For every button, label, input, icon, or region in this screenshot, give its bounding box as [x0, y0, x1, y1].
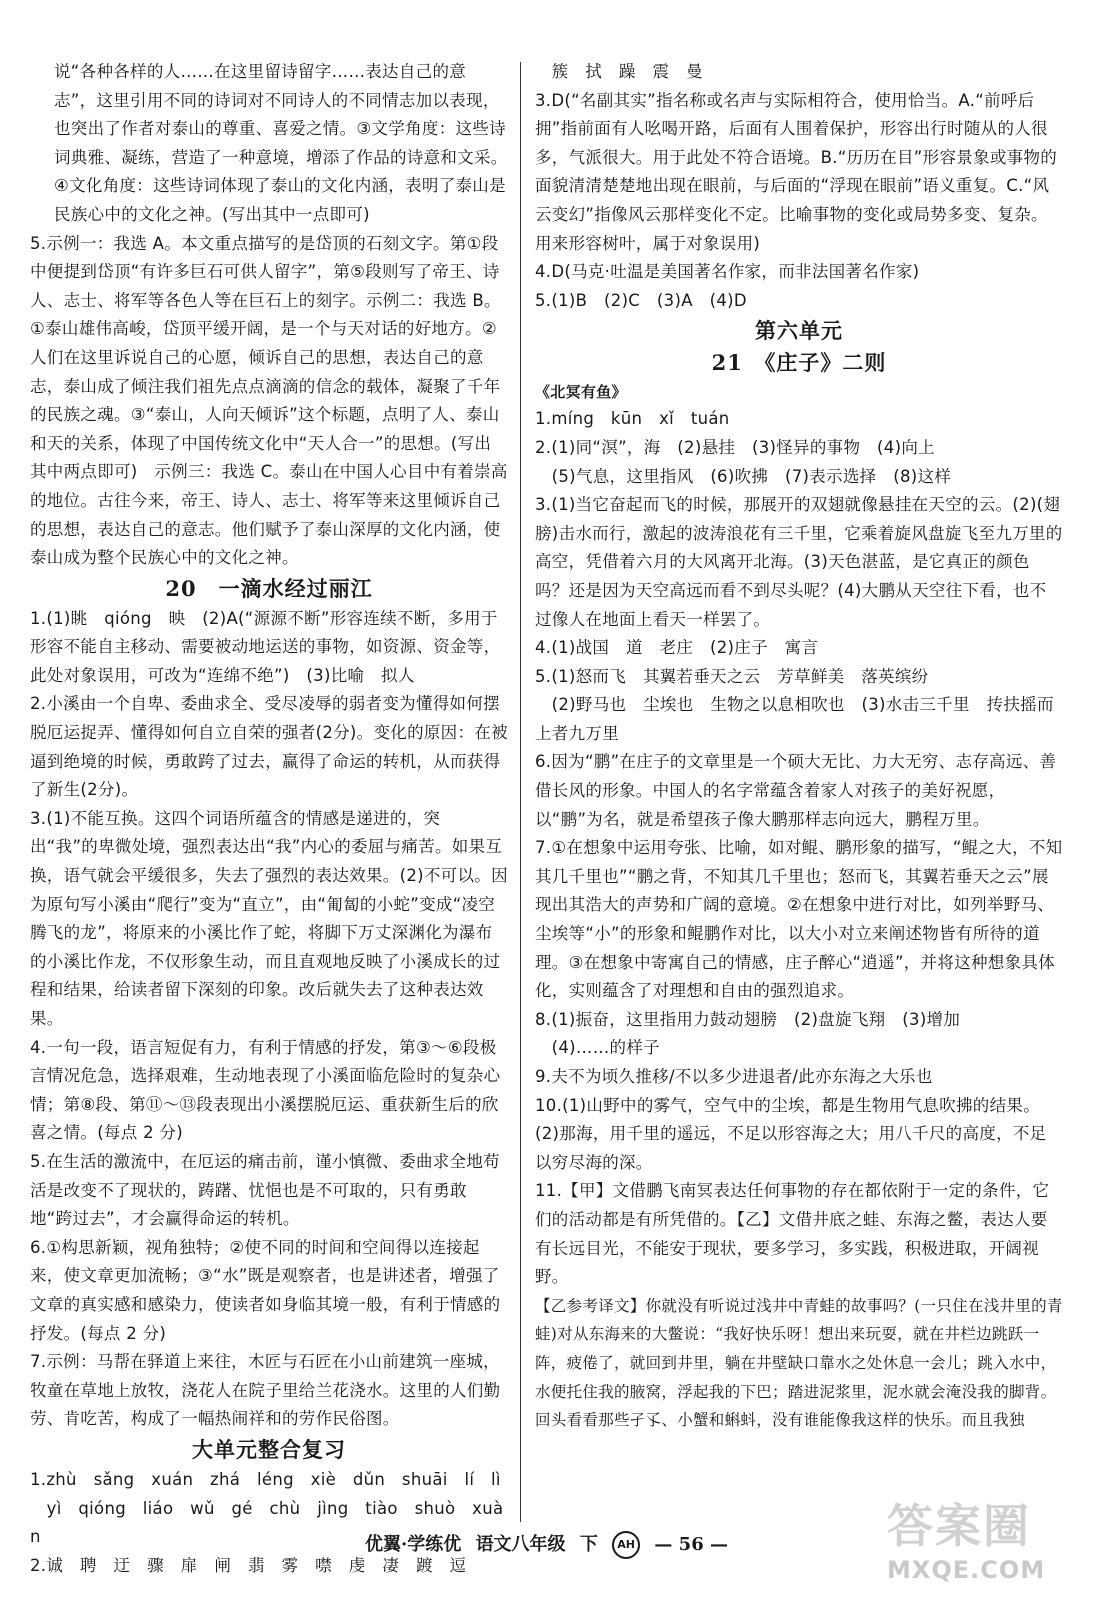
region-badge: AH — [612, 1531, 640, 1559]
answer-item: 6.①构思新颖，视角独特；②使不同的时间和空间得以连接起来，使文章更加流畅；③“水”既是观察者，也是讲述者，增强了文章的真实感和感染力，使读者如身临其境一般，有利于情感的抒发。(每点 2 分) — [30, 1237, 501, 1343]
footer-brand: 优翼·学练优 — [365, 1534, 462, 1555]
footer-subject: 语文八年级 — [475, 1534, 566, 1555]
answer-item: 5.在生活的激流中，在厄运的痛击前，谨小慎微、委曲求全地苟活是改变不了现状的，踌躇、忧悒也是不可取的，只有勇敢地“跨过去”，才会赢得命运的转机。 — [30, 1151, 500, 1229]
answer-item: 7.示例：马帮在驿道上来往，木匠与石匠在小山前建筑一座城，牧童在草地上放牧，浇花人在院子里给兰花浇水。这里的人们勤劳、肯吃苦，构成了一幅热闹祥和的劳作民俗图。 — [30, 1352, 501, 1429]
answer-item: 5.(1)B (2)C (3)A (4)D — [535, 290, 747, 310]
answer-item: 3.(1)当它奋起而飞的时候，那展开的双翅就像悬挂在天空的云。(2)(翅膀)击水而行，激起的波涛浪花有三千里，它乘着旋风盘旋飞至九万里的高空，凭借着六月的大风离开北海。(3)天色湛蓝，是它真正的颜色吗？还是因为天空高远而看不到尽头呢？(4)大鹏从天空往下看，也不过像人在地面上看天一样罢了。 — [535, 495, 1063, 629]
answer-item: 3.D(“名副其实”指名称或名声与实际相符合，使用恰当。A.“前呼后拥”指前面有人吆喝开路，后面有人围着保护，形容出行时随从的人很多，气派很大。用于此处不符合语境。B.“历历在目”形容景象或事物的面貌清清楚楚地出现在眼前，与后面的“浮现在眼前”语义重复。C.“风云变幻”指像风云那样变化不定。比喻事物的变化或局势多变、复杂。用来形容树叶，属于对象误用) — [535, 90, 1058, 253]
answer-item: 2.(1)同“溟”，海 (2)悬挂 (3)怪异的事物 (4)向上 (5)气息，这里指风 (6)吹拂 (7)表示选择 (8)这样 — [535, 437, 952, 486]
watermark-url: MXQE.COM — [887, 1556, 1046, 1584]
footer-volume: 下 — [579, 1534, 598, 1555]
reference-translation: 【乙参考译文】你就没有听说过浅井中青蛙的故事吗？(一只住在浅井里的青蛙)对从东海来的大鳖说：“我好快乐呀！想出来玩耍，就在井栏边跳跃一阵，疲倦了，就回到井里，躺在井壁缺口靠水之处休息一会儿；跳入水中，水便托住我的腋窝，浮起我的下巴；踏进泥浆里，泥水就会淹没我的脚背。回头看看那些孑孓、小蟹和蝌蚪，没有谁能像我这样的快乐。而且我独 — [535, 1296, 1063, 1430]
answer-item: 4.D(马克·吐温是美国著名作家，而非法国著名作家) — [535, 262, 920, 282]
answer-item: 1.zhù sǎng xuán zhá léng xiè dǔn shuāi lí lì yì qióng liáo wǔ gé chù jìng tiào shuò xuàn — [30, 1469, 504, 1547]
answer-item: 8.(1)振奋，这里指用力鼓动翅膀 (2)盘旋飞翔 (3)增加 (4)……的样子 — [535, 1009, 961, 1058]
answer-item: 3.(1)不能互换。这四个词语所蕴含的情感是递进的，突出“我”的卑微处境，强烈表达出“我”内心的委屈与痛苦。如果互换，语气就会平缓很多，失去了强烈的表达效果。(2)不可以。因为原句写小溪由“爬行”变为“直立”，由“匍匐的小蛇”变成“凌空腾飞的龙”，将原来的小溪比作了蛇，将脚下万丈深渊化为瀑布的小溪比作龙，不仅形象生动，而且直观地反映了小溪成长的过程和结果，给读者留下深刻的印象。改后就失去了这种表达效果。 — [30, 808, 508, 1028]
answer-item: 5.示例一：我选 A。本文重点描写的是岱顶的石刻文字。第①段中便提到岱顶“有许多巨石可供人留字”，第⑤段则写了帝王、诗人、志士、将军等各色人等在巨石上的刻字。示例二：我选 B。①泰山雄伟高峻，岱顶平缓开阔，是一个与天对话的好地方。②人们在这里诉说自己的心愿，倾诉自己的思想，表达自己的意志，泰山成了倾注我们祖先点点滴滴的信念的载体，凝聚了千年的民族之魂。③“泰山，人向天倾诉”这个标题，点明了人、泰山和天的关系，体现了中国传统文化中“天人合一”的思想。(写出其中两点即可) 示例三：我选 C。泰山在中国人心目中有着崇高的地位。古往今来，帝王、诗人、志士、将军等来这里倾诉自己的思想，表达自己的意志。他们赋予了泰山深厚的文化内涵，使泰山成为整个民族心中的文化之神。 — [30, 233, 508, 568]
answer-item: 6.因为“鹏”在庄子的文章里是一个硕大无比、力大无穷、志存高远、善借长风的形象。中国人的名字常蕴含着家人对孩子的美好祝愿，以“鹏”为名，就是希望孩子像大鹏那样志向远大，鹏程万里。 — [535, 752, 1057, 829]
watermark-text: 答案圈 — [887, 1499, 1031, 1553]
answer-item: 2.诚 聘 迂 骤 扉 闸 翡 雾 噤 虔 凄 踱 逗 — [30, 1555, 467, 1575]
watermark-logo — [887, 1490, 1087, 1596]
answer-item: 1.(1)眺 qióng 映 (2)A(“源源不断”形容连续不断，多用于形容不能自主移动、需要被动地运送的事物，如资源、资金等，此处对象误用，可改为“连绵不绝”) (3)比喻 拟人 — [30, 608, 501, 685]
answer-item: 11.【甲】文借鹏飞南冥表达任何事物的存在都依附于一定的条件，它们的活动都是有所凭借的。【乙】文借井底之蛙、东海之鳖，表达人要有长远目光，不能安于现状，要多学习，多实践，积极进取，开阔视野。 — [535, 1181, 1050, 1287]
answer-item: 簇 拭 躁 震 曼 — [535, 62, 703, 81]
answer-item: 5.(1)怒而飞 其翼若垂天之云 芳草鲜美 落英缤纷 (2)野马也 尘埃也 生物之以息相吹也 (3)水击三千里 抟扶摇而上者九万里 — [535, 666, 1054, 743]
section-title: 第六单元 — [755, 318, 843, 344]
answer-item: 7.①在想象中运用夸张、比喻，如对鲲、鹏形象的描写，“鲲之大，不知其几千里也”“鹏之背，不知其几千里也；怒而飞，其翼若垂天之云”展现出其浩大的声势和广阔的意境。②在想象中进行对比，如列举野马、尘埃等“小”的形象和鲲鹏作对比，以大小对立来阐述物皆有所待的道理。③在想象中寄寓自己的情感，庄子醉心“逍遥”，并将这种想象具体化，实则蕴含了对理想和自由的强烈追求。 — [535, 838, 1063, 1001]
answer-item: 4.一句一段，语言短促有力，有利于情感的抒发，第③～⑥段极言情况危急，选择艰难，生动地表现了小溪面临危险时的复杂心情；第⑧段、第⑪～⑬段表现出小溪摆脱厄运、重获新生后的欣喜之情。(每点 2 分) — [30, 1037, 501, 1143]
answer-item: 10.(1)山野中的雾气，空气中的尘埃，都是生物用气息吹拂的结果。(2)那海，用千里的遥远，不足以形容海之大；用八千尺的高度，不足以穷尽海的深。 — [535, 1095, 1047, 1172]
subsection-title: 《北冥有鱼》 — [535, 383, 627, 402]
column-divider — [520, 62, 521, 1522]
section-title: 大单元整合复习 — [192, 1436, 346, 1462]
right-column — [535, 58, 1063, 1435]
section-title: 20 一滴水经过丽江 — [165, 575, 373, 601]
page-number: — 56 — — [654, 1534, 728, 1555]
answer-item: 4.(1)战国 道 老庄 (2)庄子 寓言 — [535, 638, 819, 658]
left-column — [30, 58, 508, 1580]
answer-item: 9.夫不为顷久推移/不以多少进退者/此亦东海之大乐也 — [535, 1067, 933, 1086]
answer-item: 说“各种各样的人……在这里留诗留字……表达自己的意志”，这里引用不同的诗词对不同诗人的不同情志加以表现，也突出了作者对泰山的尊重、喜爱之情。③文学角度：这些诗词典雅、凝练，营造了一种意境，增添了作品的诗意和文采。④文化角度：这些诗词体现了泰山的文化内涵，表明了泰山是民族心中的文化之神。(写出其中一点即可) — [54, 62, 508, 224]
answer-item: 1.míng kūn xǐ tuán — [535, 409, 730, 429]
section-title: 21 《庄子》二则 — [711, 350, 887, 376]
answer-item: 2.小溪由一个自卑、委曲求全、受尽凌辱的弱者变为懂得如何摆脱厄运捉弄、懂得如何自立自荣的强者(2分)。变化的原因：在被逼到绝境的时候，勇敢跨了过去，赢得了命运的转机，从而获得了新生(2分)。 — [30, 694, 508, 800]
